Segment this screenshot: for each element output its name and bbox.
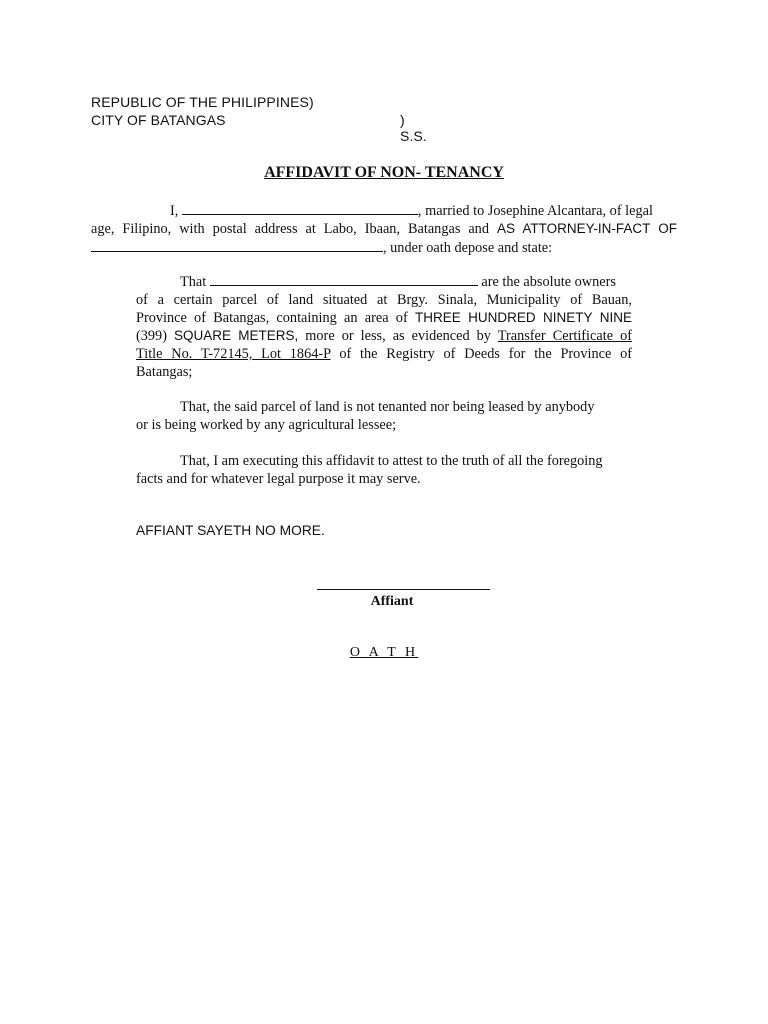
name-blank[interactable] xyxy=(182,201,418,215)
p3-line-1 xyxy=(136,452,632,470)
header-city-label: CITY OF BATANGAS xyxy=(91,112,226,128)
paragraph-owners xyxy=(136,272,632,381)
p1-area-label: Province of Batangas, containing an area of xyxy=(136,310,408,326)
affiant-label: Affiant xyxy=(370,594,414,609)
p1-tct-label: Transfer Certificate of xyxy=(497,328,632,344)
header-republic: REPUBLIC OF THE PHILIPPINES) xyxy=(91,94,314,110)
p2-line-2: or is being worked by any agricultural lessee; xyxy=(136,417,397,433)
p1-line-3 xyxy=(136,309,632,327)
p1-evidenced: more or less, as evidenced by xyxy=(298,328,491,344)
owners-blank[interactable] xyxy=(210,272,478,286)
p3-text-1: That, I am executing this affidavit to attest to the truth of all the foregoing xyxy=(180,453,603,469)
p3-line-2: facts and for whatever legal purpose it may serve. xyxy=(136,471,421,487)
intro-paragraph xyxy=(91,201,677,257)
signature-line[interactable] xyxy=(317,589,490,590)
intro-married: , married to Josephine Alcantara, of legal xyxy=(417,203,653,219)
p1-registry: of the Registry of Deeds for the Province of xyxy=(330,346,632,362)
intro-i: I, xyxy=(170,203,179,219)
header-city xyxy=(91,112,427,144)
oath-heading: O A T H xyxy=(349,645,419,660)
p2-line-1 xyxy=(136,398,632,416)
principal-blank[interactable] xyxy=(91,238,383,252)
p1-area-number: (399) xyxy=(136,328,167,344)
p1-line-4 xyxy=(136,327,632,345)
p2-text-1: That, the said parcel of land is not tenanted nor being leased by anybody xyxy=(180,399,595,415)
document-title: AFFIDAVIT OF NON- TENANCY xyxy=(264,164,504,181)
p1-line-1 xyxy=(136,272,632,291)
header-ss: ) S.S. xyxy=(400,112,427,144)
p1-line-6: Batangas; xyxy=(136,364,193,380)
p1-title-number: Title No. T-72145, Lot 1864-P xyxy=(136,346,331,362)
intro-line-3 xyxy=(91,238,677,257)
p1-area-words: THREE HUNDRED NINETY NINE xyxy=(414,310,632,325)
p1-area-unit: SQUARE METERS, xyxy=(174,328,299,343)
p1-that: That xyxy=(180,274,207,290)
intro-address: age, Filipino, with postal address at Labo, Ibaan, Batangas and xyxy=(91,221,489,237)
intro-line-1 xyxy=(91,201,677,220)
p1-owners: are the absolute owners xyxy=(477,274,616,290)
p1-line-5 xyxy=(136,345,632,363)
paragraph-purpose xyxy=(136,452,632,488)
intro-attorney: AS ATTORNEY-IN-FACT OF xyxy=(496,221,678,236)
p1-line-2: of a certain parcel of land situated at Brgy. Sinala, Municipality of Bauan, xyxy=(136,292,632,308)
intro-line-2 xyxy=(91,220,677,238)
closing-statement: AFFIANT SAYETH NO MORE. xyxy=(136,523,325,538)
intro-depose: , under oath depose and state: xyxy=(383,240,553,256)
paragraph-not-tenanted xyxy=(136,398,632,434)
